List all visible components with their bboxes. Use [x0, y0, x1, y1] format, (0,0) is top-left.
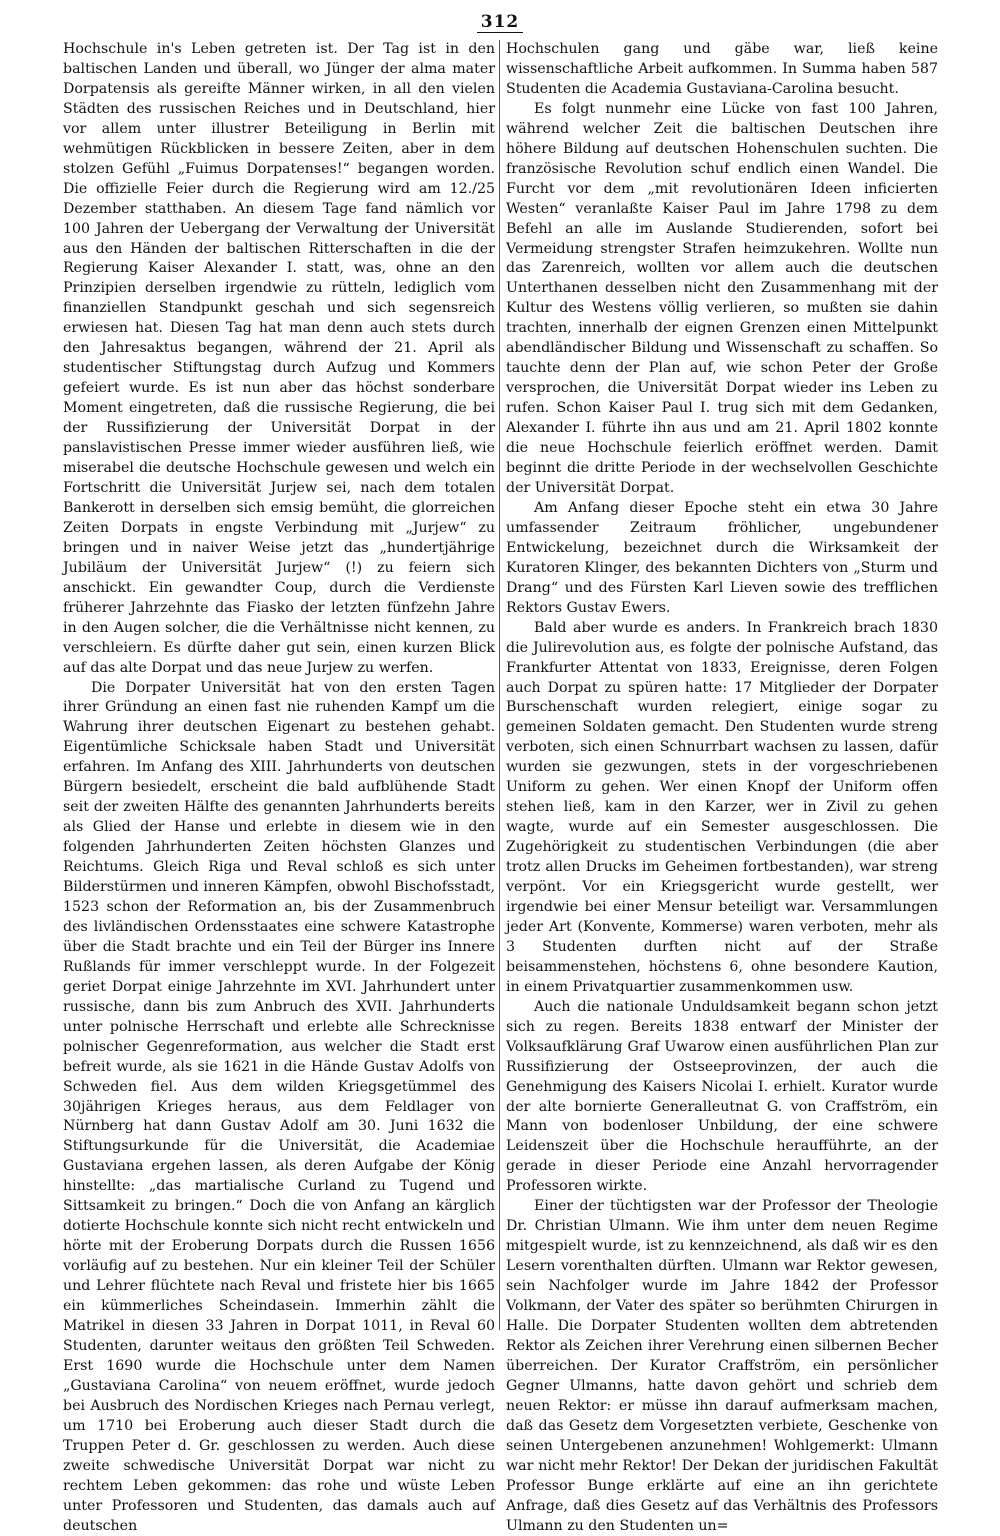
paragraph: Die Dorpater Universität hat von den ersten Tagen ihrer Gründung an einen fast nie ruhenden Kampf um die Wahrung ihrer deutschen Eigenart zu bestehen gehabt. Eigentümliche Schicksale haben Stadt und Universität erfahren. Im Anfang des XIII. Jahrhunderts von deutschen Bürgern besiedelt, erscheint die bald aufblühende Stadt seit der zweiten Hälfte des genannten Jahrhunderts bereits als Glied der Hanse und erlebte in diesem wie in den folgenden Jahrhunderten Zeiten höchsten Glanzes und Reichtums. Gleich Riga und Reval schloß es sich unter Bilderstürmen und inneren Kämpfen, obwohl Bischofsstadt, 1523 schon der Reformation an, bis der Zusammenbruch des livländischen Ordensstaates eine schwere Katastrophe über die Stadt brachte und ein Teil der Bürger ins Innere Rußlands für immer verschleppt wurde. In der Folgezeit geriet Dorpat einige Jahrzehnte im XVI. Jahrhundert unter russische, dann bis zum Anbruch des XVII. Jahrhunderts unter polnische Herrschaft und erlebte alle Schrecknisse polnischer Gegenreformation, aus welcher die Stadt erst befreit wurde, als sie 1621 in die Hände Gustav Adolfs von Schweden fiel. Aus dem wilden Kriegsgetümmel des 30jährigen Krieges heraus, aus dem Feldlager von Nürnberg hat dann Gustav Adolf am 30. Juni 1632 die Stiftungsurkunde für die Universität, die Academiae Gustaviana ergehen lassen, als deren Aufgabe der König hinstellte: „das martialische Curland zu Tugend und Sittsamkeit zu bringen.“ Doch die von Anfang an kärglich dotierte Hochschule konnte sich nicht recht entwickeln und hörte mit der Eroberung Dorpats durch die Russen 1656 vorläufig auf zu bestehen. Nur ein kleiner Teil der Schüler und Lehrer flüchtete nach Reval und fristete hier bis 1665 ein kümmerliches Scheindasein. Immerhin zählt die Matrikel in diesen 33 Jahren in Dorpat 1011, in Reval 60 Studenten, darunter weitaus den größten Teil Schweden. Erst 1690 wurde die Hochschule unter dem Namen „Gustaviana Carolina“ von neuem eröffnet, wurde jedoch bei Ausbruch des Nordischen Krieges nach Pernau verlegt, um 1710 bei Eroberung auch dieser Stadt durch die Truppen Peter d. Gr. geschlossen zu werden. Auch diese zweite schwedische Universität Dorpat war nicht zu rechtem Leben gekommen: das rohe und wüste Leben unter Professoren und Studenten, das damals auch auf deutschen [63, 679, 495, 1536]
paragraph: Bald aber wurde es anders. In Frankreich brach 1830 die Julirevolution aus, es folgte der polnische Aufstand, das Frankfurter Attentat von 1833, Ereignisse, deren Folgen auch Dorpat zu spüren hatte: 17 Mitglieder der Dorpater Burschenschaft wurden relegiert, einige sogar zu gemeinen Soldaten gemacht. Den Studenten wurde streng verboten, sich einen Schnurrbart wachsen zu lassen, dafür wurden sie gezwungen, stets in der vorgeschriebenen Uniform zu gehen. Wer einen Knopf der Uniform offen stehen ließ, kam in den Karzer, wer in Zivil zu gehen wagte, wurde auf ein Semester ausgeschlossen. Die Zugehörigkeit zu studentischen Verbindungen (die aber trotz allen Drucks im Geheimen fortbestanden), war streng verpönt. Vor ein Kriegsgericht wurde gestellt, wer irgendwie bei einer Mensur beteiligt war. Versammlungen jeder Art (Konvente, Kommerse) waren verboten, mehr als 3 Studenten durften nicht auf der Straße beisammenstehen, höchstens 6, ohne besondere Kaution, in einem Privatquartier zusammenkommen usw. [506, 619, 938, 998]
paragraph: Einer der tüchtigsten war der Professor der Theologie Dr. Christian Ulmann. Wie ihm unter dem neuen Regime mitgespielt wurde, ist zu kennzeichnend, als daß wir es den Lesern vorenthalten dürften. Ulmann war Rektor gewesen, sein Nachfolger wurde im Jahre 1842 der Professor Volkmann, der Vater des später so berühmten Chirurgen in Halle. Die Dorpater Studenten wollten dem abtretenden Rektor als Zeichen ihrer Verehrung einen silbernen Becher überreichen. Der Kurator Craffström, ein persönlicher Gegner Ulmanns, hatte davon gehört und schrieb dem neuen Rektor: er müsse ihn darauf aufmerksam machen, daß das Gesetz dem Vorgesetzten verbiete, Geschenke von seinen Untergebenen anzunehmen! Wohlgemerkt: Ulmann war nicht mehr Rektor! Der Dekan der juridischen Fakultät Professor Bunge erklärte auf eine an ihn gerichtete Anfrage, daß dies Gesetz auf das Verhältnis des Professors Ulmann zu den Studenten un= [506, 1197, 938, 1536]
right-column [506, 40, 938, 1336]
paragraph: Am Anfang dieser Epoche steht ein etwa 30 Jahre umfassender Zeitraum fröhlicher, ungebundener Entwickelung, bezeichnet durch die Wirksamkeit der Kuratoren Klinger, des bekannten Dichters von „Sturm und Drang“ und des Fürsten Karl Lieven sowie des trefflichen Rektors Gustav Ewers. [506, 499, 938, 619]
page-number-text: 312 [477, 12, 524, 33]
paragraph: Hochschule in's Leben getreten ist. Der Tag ist in den baltischen Landen und überall, wo Jünger der alma mater Dorpatensis als gereifte Männer wirken, in all den vielen Städten des russischen Reiches und in Deutschland, hier vor allem unter illustrer Beteiligung in Berlin mit wehmütigen Rückblicken in bessere Zeiten, aber in dem stolzen Gefühl „Fuimus Dorpatenses!“ begangen worden. Die offizielle Feier durch die Regierung wird am 12./25 Dezember statthaben. An diesem Tage fand nämlich vor 100 Jahren der Uebergang der Verwaltung der Universität aus den Händen der baltischen Ritterschaften in die der Regierung Kaiser Alexander I. statt, was, ohne an den Prinzipien derselben irgendwie zu rütteln, lediglich vom finanziellen Standpunkt geschah und sich segensreich erwiesen hat. Diesen Tag hat man denn auch stets durch den Jahresaktus begangen, während der 21. April als studentischer Stiftungstag durch Aufzug und Kommers gefeiert wurde. Es ist nun aber das höchst sonderbare Moment eingetreten, daß die russische Regierung, die bei der Russifizierung der Universität Dorpat in der panslavistischen Presse immer wieder ausführen ließ, wie miserabel die deutsche Hochschule gewesen und welch ein Fortschritt die Universität Jurjew sei, nach dem totalen Bankerott in derselben sich emsig bemüht, die glorreichen Zeiten Dorpats in engste Verbindung mit „Jurjew“ zu bringen und in naiver Weise jetzt das „hundertjährige Jubiläum der Universität Jurjew“ (!) zu feiern sich anschickt. Ein gewandter Coup, durch die Verdienste früherer Jahrzehnte das Fiasko der letzten fünfzehn Jahre in den Augen solcher, die die Verhältnisse nicht kennen, zu verschleiern. Es dürfte daher gut sein, einen kurzen Blick auf das alte Dorpat und das neue Jurjew zu werfen. [63, 40, 495, 679]
column-divider [499, 40, 500, 1330]
paragraph: Hochschulen gang und gäbe war, ließ keine wissenschaftliche Arbeit aufkommen. In Summa haben 587 Studenten die Academia Gustaviana-Carolina besucht. [506, 40, 938, 100]
paragraph: Auch die nationale Unduldsamkeit begann schon jetzt sich zu regen. Bereits 1838 entwarf der Minister der Volksaufklärung Graf Uwarow einen ausführlichen Plan zur Russifizierung der Ostseeprovinzen, der auch die Genehmigung des Kaisers Nicolai I. erhielt. Kurator wurde der alte bornierte Generalleutnat G. von Craffström, ein Mann von bodenloser Unbildung, der eine schwere Leidenszeit über die Hochschule heraufführte, an der gerade in dieser Periode eine Anzahl hervorragender Professoren wirkte. [506, 998, 938, 1198]
paragraph: Es folgt nunmehr eine Lücke von fast 100 Jahren, während welcher Zeit die baltischen Deutschen ihre höhere Bildung auf deutschen Hohenschulen suchten. Die französische Revolution schuf endlich einen Wandel. Die Furcht vor dem „mit revolutionären Ideen inficierten Westen“ veranlaßte Kaiser Paul im Jahre 1798 zu dem Befehl an alle im Auslande Studierenden, sofort bei Vermeidung strengster Strafen heimzukehren. Wollte nun das Zarenreich, wollten vor allem auch die deutschen Unterthanen desselben nicht den Zusammenhang mit der Kultur des Westens völlig verlieren, so mußten sie dahin trachten, innerhalb der eignen Grenzen einen Mittelpunkt abendländischer Bildung und Wissenschaft zu schaffen. So tauchte denn der Plan auf, wie schon Peter der Große versprochen, die Universität Dorpat wieder ins Leben zu rufen. Schon Kaiser Paul I. trug sich mit dem Gedanken, Alexander I. führte ihn aus und am 21. April 1802 konnte die neue Hochschule feierlich eröffnet werden. Damit beginnt die dritte Periode in der wechselvollen Geschichte der Universität Dorpat. [506, 100, 938, 499]
page-number [0, 12, 1000, 32]
left-column [63, 40, 495, 1336]
